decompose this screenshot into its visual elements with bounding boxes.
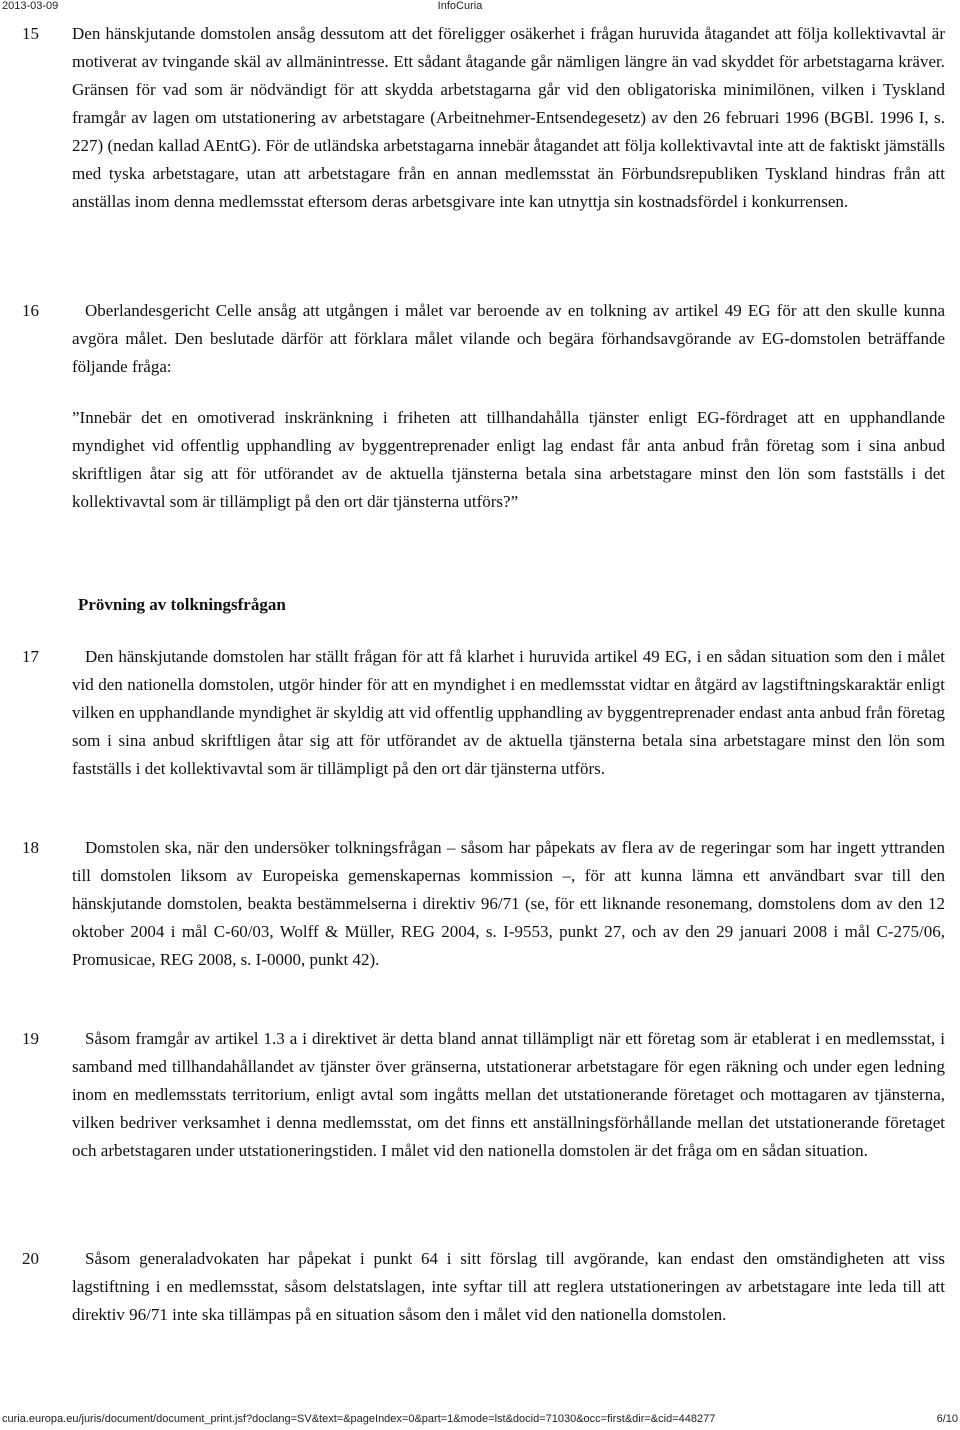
paragraph-text: Den hänskjutande domstolen har ställt frågan för att få klarhet i huruvida artikel 49 EG, i en sådan situation som den i målet vid den nationella domstolen, utgör hinder för att en myndighet i en medlemsstat vidtar en åtgärd av lagstiftningskaraktär enligt vilken en upphandlande myndighet är skyldig att vid offentlig upphandling av byggentreprenader endast anta anbud från företag som i sina anbud skriftligen åtar sig att för utförandet av de aktuella tjänsterna betala sina arbetstagare minst den lön som fastställs i det kollektivavtal som är tillämpligt på den ort där tjänsterna utförs. xyxy=(72,647,945,778)
paragraph-number: 19 xyxy=(22,1029,39,1048)
paragraph-text: Såsom framgår av artikel 1.3 a i direktivet är detta bland annat tillämpligt när ett företag som är etablerat i en medlemsstat, i samband med tillhandahållandet av tjänster över gränserna, utstationerar arbetstagare för egen räkning och under egen ledning inom en medlemsstats territorium, enligt avtal som ingåtts mellan det utstationerande företaget och mottagaren av tjänsterna, vilken bedriver verksamhet i denna medlemsstat, om det finns ett anställningsförhållande mellan det utstationerande företaget och arbetstagaren under utstationeringstiden. I målet vid den nationella domstolen är det fråga om en sådan situation. xyxy=(72,1029,945,1160)
print-header xyxy=(0,0,960,14)
section-heading: Prövning av tolkningsfrågan xyxy=(78,595,286,614)
question-text: ”Innebär det en omotiverad inskränkning i friheten att tillhandahålla tjänster enligt EG-fördraget att en upphandlande myndighet vid offentlig upphandling av byggentreprenader enligt lag endast får anta anbud från företag som i sina anbud skriftligen åtar sig att för utförandet av de aktuella tjänsterna betala sina arbetstagare minst den lön som fastställs i det kollektivavtal som är tillämpligt på den ort där tjänsterna utförs?” xyxy=(72,408,945,511)
site-name: InfoCuria xyxy=(437,0,483,12)
paragraph-number: 17 xyxy=(22,647,39,666)
print-date: 2013-03-09 xyxy=(2,0,59,12)
paragraph-text: Såsom generaladvokaten har påpekat i punkt 64 i sitt förslag till avgörande, kan endast den omständigheten att viss lagstiftning i en medlemsstat, såsom delstatslagen, inte syftar till att reglera utstationeringen av arbetstagare inte leda till att direktiv 96/71 inte ska tillämpas på en situation såsom den i målet vid den nationella domstolen. xyxy=(72,1249,945,1324)
paragraph-number: 15 xyxy=(22,24,39,43)
paragraph-number: 18 xyxy=(22,838,39,857)
paragraph-number: 16 xyxy=(22,301,39,320)
paragraph-text: Den hänskjutande domstolen ansåg dessutom att det föreligger osäkerhet i frågan huruvida åtagandet att följa kollektivavtal är motiverat av tvingande skäl av allmänintresse. Ett sådant åtagande går nämligen längre än vad skyddet för arbetstagarna kräver. Gränsen för vad som är nödvändigt för att skydda arbetstagarna går vid den obligatoriska minimilönen, vilken i Tyskland framgår av lagen om utstationering av arbetstagare (Arbeitnehmer-Entsendegesetz) av den 26 februari 1996 (BGBl. 1996 I, s. 227) (nedan kallad AEntG). För de utländska arbetstagarna innebär åtagandet att följa kollektivavtal inte att de faktiskt jämställs med tyska arbetstagare, utan att arbetstagare från en annan medlemsstat än Förbundsrepubliken Tyskland hindras från att anställas inom denna medlemsstat eftersom deras arbetsgivare inte kan utnyttja sin kostnadsfördel i konkurrensen. xyxy=(72,24,945,211)
paragraph-number: 20 xyxy=(22,1249,39,1268)
paragraph-text: Domstolen ska, när den undersöker tolkningsfrågan – såsom har påpekats av flera av de regeringar som har ingett yttranden till domstolen liksom av Europeiska gemenskapernas kommission –, för att kunna lämna ett användbart svar till den hänskjutande domstolen, beakta bestämmelserna i direktiv 96/71 (se, för ett liknande resonemang, domstolens dom av den 12 oktober 2004 i mål C-60/03, Wolff & Müller, REG 2004, s. I-9553, punkt 27, och av den 29 januari 2008 i mål C-275/06, Promusicae, REG 2008, s. I-0000, punkt 42). xyxy=(72,838,945,969)
document-url: curia.europa.eu/juris/document/document_print.jsf?doclang=SV&text=&pageIndex=0&part=1&mode=lst&docid=71030&occ=first&dir=&cid=448277 xyxy=(2,1413,716,1425)
print-footer xyxy=(0,1412,960,1428)
paragraph-text: Oberlandesgericht Celle ansåg att utgången i målet var beroende av en tolkning av artikel 49 EG för att den skulle kunna avgöra målet. Den beslutade därför att förklara målet vilande och begära förhandsavgörande av EG-domstolen beträffande följande fråga: xyxy=(72,301,945,376)
page-number: 6/10 xyxy=(936,1413,958,1425)
